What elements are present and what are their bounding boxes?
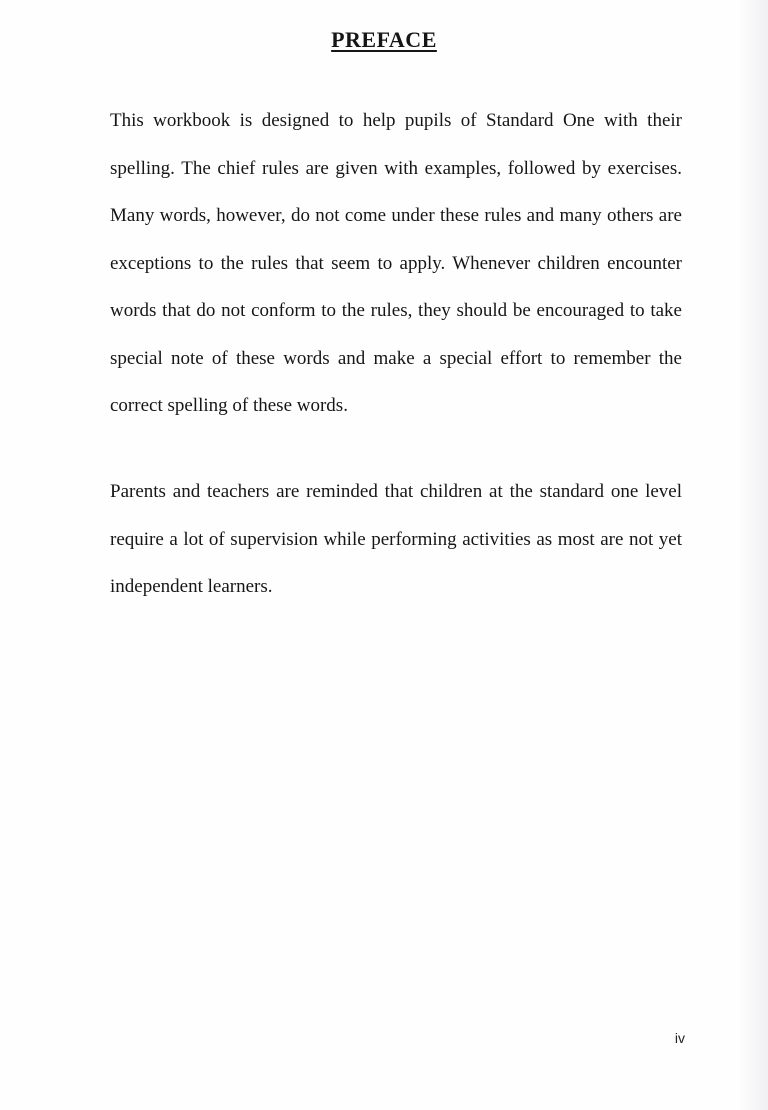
preface-paragraph-1: This workbook is designed to help pupils of Standard One with their spelling. The chief rules are given with examples, followed by exercises. Many words, however, do not come under these rules and many others are exceptions to the rules that seem to apply. Whenever children encounter words that do not conform to the rules, they should be encouraged to take special note of these words and make a special effort to remember the correct spelling of these words. [110,110,682,416]
page-number: iv [674,1030,685,1046]
preface-paragraph-2: Parents and teachers are reminded that children at the standard one level require a lot of supervision while performing activities as most are not yet independent learners. [110,481,682,597]
page-edge-shadow [738,0,768,1110]
page-title: PREFACE [331,27,437,52]
